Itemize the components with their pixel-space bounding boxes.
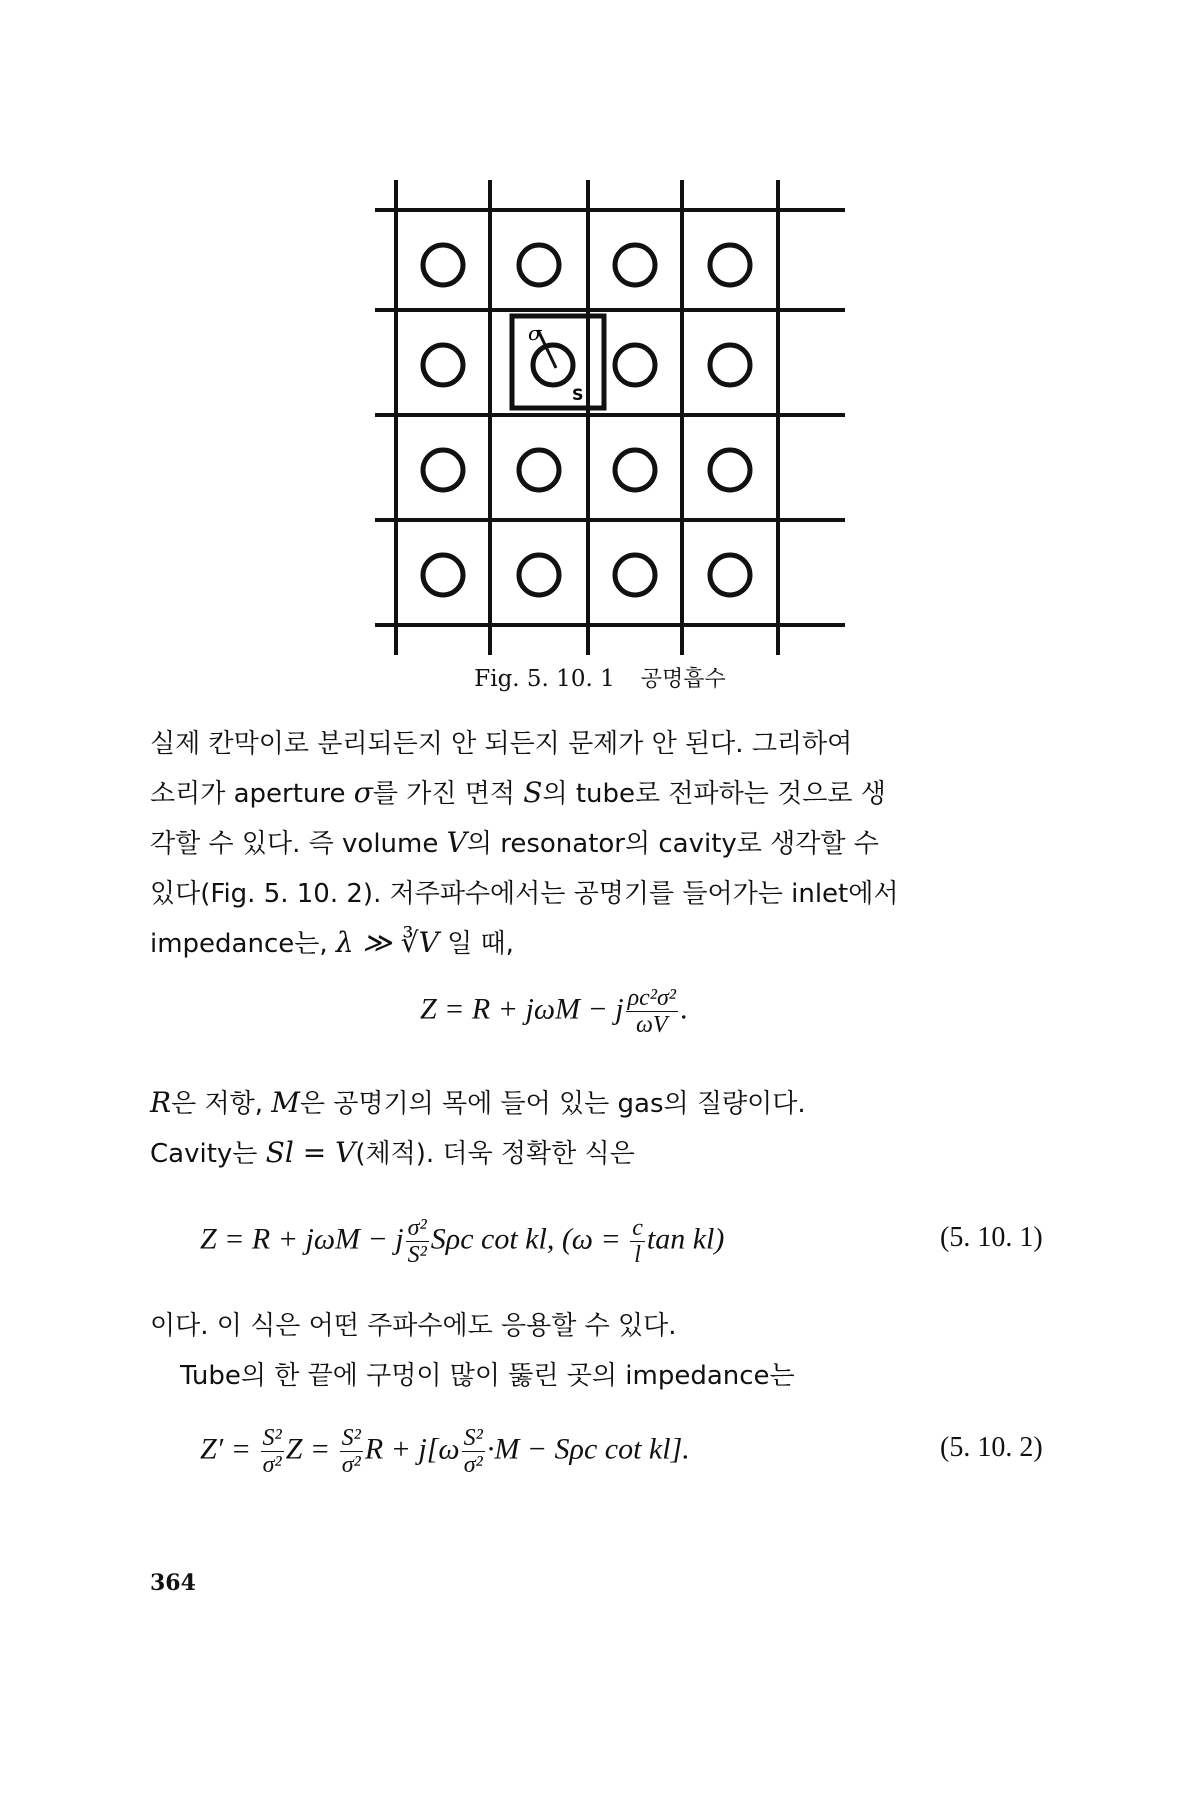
resonator-circle bbox=[423, 555, 463, 595]
page-number: 364 bbox=[150, 1570, 196, 1596]
eq0-frac-num: ρc²σ² bbox=[627, 985, 676, 1011]
lambda-condition: λ ≫ ∛V bbox=[335, 926, 439, 959]
resonator-circle bbox=[710, 345, 750, 385]
eq1-frac1-num: σ² bbox=[406, 1215, 429, 1242]
eq1-part3: tan kl) bbox=[646, 1222, 725, 1256]
eq2-frac2-den: σ² bbox=[341, 1452, 361, 1478]
eq2-part2: Z = bbox=[285, 1432, 338, 1466]
eq1-part2: Sρc cot kl, (ω = bbox=[430, 1222, 629, 1256]
eq0-lhs: Z = R + jωM − j bbox=[420, 992, 624, 1026]
resonator-circle bbox=[519, 555, 559, 595]
p1-line-2e: 의 tube로 전파하는 것으로 생 bbox=[542, 779, 886, 809]
eq2-part4: ·M − Sρc cot kl]. bbox=[486, 1432, 690, 1466]
eq1-frac1-den: S² bbox=[407, 1242, 427, 1268]
equation-number-5-10-2: (5. 10. 2) bbox=[940, 1432, 1043, 1463]
resonator-circle bbox=[519, 245, 559, 285]
s-symbol: S bbox=[523, 776, 543, 809]
paragraph-2 bbox=[150, 1078, 1050, 1178]
sigma-symbol: σ bbox=[353, 776, 373, 809]
resonator-circle bbox=[615, 450, 655, 490]
resonator-grid-figure bbox=[360, 180, 850, 660]
p3-line-1: 이다. 이 식은 어떤 주파수에도 응용할 수 있다. bbox=[150, 1311, 677, 1341]
resonator-circle bbox=[423, 345, 463, 385]
eq2-part3: R + j[ω bbox=[364, 1432, 460, 1466]
p2-line-2a: Cavity는 bbox=[150, 1139, 266, 1169]
p1-line-2a: 소리가 aperture bbox=[150, 779, 354, 809]
equation-5-10-1 bbox=[200, 1215, 724, 1268]
m-symbol: M bbox=[271, 1086, 300, 1119]
equation-number-5-10-1: (5. 10. 1) bbox=[940, 1222, 1043, 1253]
eq0-end: . bbox=[680, 992, 688, 1026]
eq2-frac3-num: S² bbox=[463, 1425, 483, 1451]
resonator-circle bbox=[615, 345, 655, 385]
eq2-frac2-num: S² bbox=[341, 1425, 361, 1451]
resonator-circle bbox=[615, 245, 655, 285]
resonator-circle bbox=[423, 245, 463, 285]
p1-line-3a: 각할 수 있다. 즉 volume bbox=[150, 829, 447, 859]
eq2-part1: Z′ = bbox=[200, 1432, 259, 1466]
sl-symbol: Sl bbox=[265, 1136, 294, 1169]
eq1-frac2-den: l bbox=[634, 1242, 641, 1268]
resonator-circle bbox=[423, 450, 463, 490]
resonator-circle bbox=[710, 450, 750, 490]
sigma-label: σ bbox=[528, 321, 542, 345]
v-symbol: V bbox=[446, 826, 467, 859]
figure-caption-number: Fig. 5. 10. 1 bbox=[474, 666, 615, 692]
p1-line-4: 있다(Fig. 5. 10. 2). 저주파수에서는 공명기를 들어가는 inlet에서 bbox=[150, 879, 899, 909]
p1-line-1: 실제 칸막이로 분리되든지 안 되든지 문제가 안 된다. 그리하여 bbox=[150, 729, 853, 759]
v-symbol-2: V bbox=[335, 1136, 356, 1169]
equation-5-10-2 bbox=[200, 1425, 690, 1478]
paragraph-1 bbox=[150, 718, 1050, 968]
resonator-circle bbox=[615, 555, 655, 595]
figure-caption bbox=[0, 662, 1200, 693]
r-symbol: R bbox=[150, 1086, 172, 1119]
p1-line-3c: 의 resonator의 cavity로 생각할 수 bbox=[466, 829, 879, 859]
figure-caption-title: 공명흡수 bbox=[640, 667, 726, 692]
resonator-circle bbox=[519, 450, 559, 490]
resonator-circle bbox=[710, 245, 750, 285]
eq1-part1: Z = R + jωM − j bbox=[200, 1222, 404, 1256]
resonator-circle bbox=[710, 555, 750, 595]
p2-line-2e: (체적). 더욱 정확한 식은 bbox=[355, 1139, 635, 1169]
eq0-frac-den: ωV bbox=[635, 1012, 668, 1038]
eq1-frac2-num: c bbox=[632, 1215, 643, 1241]
p3-line-2: Tube의 한 끝에 구멍이 많이 뚫린 곳의 impedance는 bbox=[180, 1361, 795, 1391]
p1-line-5c: 일 때, bbox=[438, 929, 514, 959]
eq2-frac3-den: σ² bbox=[463, 1452, 483, 1478]
p2-line-1b: 은 저항, bbox=[171, 1089, 272, 1119]
p2-equals: = bbox=[293, 1136, 336, 1169]
s-label: S bbox=[572, 385, 584, 404]
p1-line-2c: 를 가진 면적 bbox=[372, 779, 524, 809]
p1-line-5a: impedance는, bbox=[150, 929, 336, 959]
p2-line-1d: 은 공명기의 목에 들어 있는 gas의 질량이다. bbox=[299, 1089, 806, 1119]
eq2-frac1-num: S² bbox=[262, 1425, 282, 1451]
equation-impedance-simple bbox=[420, 985, 688, 1038]
eq2-frac1-den: σ² bbox=[262, 1452, 282, 1478]
paragraph-3 bbox=[150, 1300, 1050, 1400]
